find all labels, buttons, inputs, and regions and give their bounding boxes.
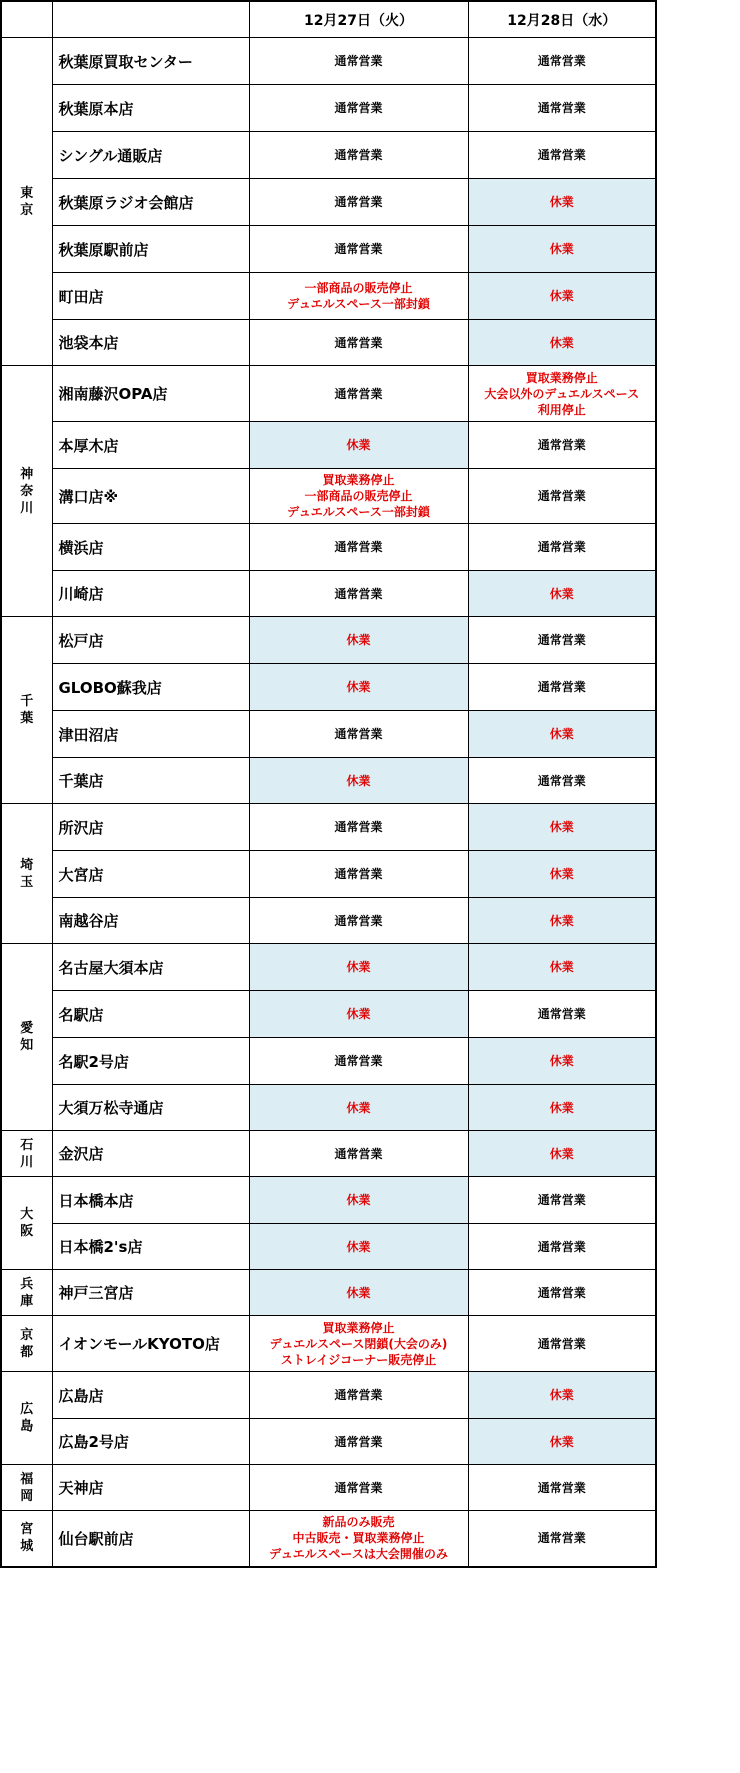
store-name: 湘南藤沢OPA店: [52, 366, 249, 422]
prefecture-char: 岡: [20, 1488, 34, 1504]
status-line: 休業: [346, 1100, 371, 1115]
table-row: [1, 944, 656, 991]
prefecture-char: 島: [20, 1419, 34, 1434]
day2-status: [468, 226, 656, 273]
store-name: 松戸店: [52, 617, 249, 664]
status-line: 通常営業: [537, 1531, 586, 1546]
status-line: 通常営業: [537, 101, 586, 115]
day2-status: [468, 851, 656, 898]
store-name: GLOBO蘇我店: [52, 664, 249, 711]
day1-status: [249, 1085, 468, 1131]
header-prefecture: [1, 1, 52, 38]
prefecture-cell: [1, 1511, 52, 1567]
day1-status: [249, 758, 468, 804]
prefecture-char: 兵: [20, 1276, 34, 1292]
status-line: 休業: [549, 727, 574, 741]
day1-status: [249, 320, 468, 366]
status-line: デュエルスペースは大会開催のみ: [269, 1547, 448, 1562]
store-name: 川崎店: [52, 571, 249, 617]
day2-status: [468, 132, 656, 179]
prefecture-cell: [1, 944, 52, 1131]
day1-status: [249, 944, 468, 991]
day1-status: [249, 1224, 468, 1270]
status-line: 大会以外のデュエルスペース: [484, 386, 640, 401]
status-line: 通常営業: [334, 867, 383, 881]
status-line: 休業: [346, 960, 371, 974]
store-name: 秋葉原駅前店: [52, 226, 249, 273]
table-row: [1, 38, 656, 85]
table-row: [1, 851, 656, 898]
status-line: 休業: [549, 1434, 574, 1449]
store-name: 秋葉原本店: [52, 85, 249, 132]
day1-status: [249, 85, 468, 132]
day1-status: [249, 1270, 468, 1316]
day2-status: [468, 898, 656, 944]
day1-status: [249, 617, 468, 664]
status-line: 休業: [346, 680, 371, 694]
prefecture-char: 京: [20, 202, 34, 218]
prefecture-char: 玉: [20, 874, 34, 890]
store-name: 南越谷店: [52, 898, 249, 944]
header-day1: 12月27日（火）: [249, 1, 468, 38]
prefecture-char: 奈: [20, 483, 34, 499]
prefecture-char: 福: [20, 1471, 34, 1487]
day1-status: [249, 132, 468, 179]
table-row: [1, 571, 656, 617]
status-line: 通常営業: [334, 820, 383, 834]
status-line: 通常営業: [334, 54, 383, 68]
store-name: 本厚木店: [52, 422, 249, 469]
status-line: 休業: [549, 867, 574, 881]
prefecture-char: 川: [20, 500, 34, 516]
table-row: [1, 664, 656, 711]
status-line: 通常営業: [537, 1336, 586, 1351]
day1-status: [249, 1419, 468, 1465]
table-row: [1, 898, 656, 944]
status-line: 中古販売・買取業務停止: [292, 1531, 425, 1546]
prefecture-cell: [1, 1465, 52, 1511]
day2-status: [468, 1177, 656, 1224]
status-line: 通常営業: [334, 1388, 383, 1402]
store-name: 池袋本店: [52, 320, 249, 366]
store-name: 千葉店: [52, 758, 249, 804]
day1-status: [249, 273, 468, 320]
store-name: 名駅2号店: [52, 1038, 249, 1085]
status-line: 通常営業: [334, 1434, 383, 1449]
store-name: シングル通販店: [52, 132, 249, 179]
status-line: 通常営業: [537, 773, 586, 788]
day2-status: [468, 366, 656, 422]
status-line: 通常営業: [334, 1480, 383, 1495]
day1-status: [249, 366, 468, 422]
day2-status: [468, 273, 656, 320]
day2-status: [468, 1419, 656, 1465]
prefecture-cell: [1, 1131, 52, 1177]
day2-status: [468, 1511, 656, 1567]
day2-status: [468, 1085, 656, 1131]
status-line: 休業: [549, 820, 574, 834]
table-row: [1, 132, 656, 179]
table-row: [1, 320, 656, 366]
table-row: [1, 1270, 656, 1316]
status-line: 休業: [549, 1388, 574, 1402]
day1-status: [249, 898, 468, 944]
status-line: 通常営業: [334, 540, 383, 554]
store-name: 広島店: [52, 1372, 249, 1419]
status-line: 通常営業: [537, 54, 586, 68]
table-row: [1, 1177, 656, 1224]
table-row: [1, 1465, 656, 1511]
prefecture-char: 広: [20, 1402, 34, 1417]
status-line: 休業: [346, 1239, 371, 1254]
table-row: [1, 1131, 656, 1177]
table-row: [1, 758, 656, 804]
status-line: 休業: [346, 633, 371, 647]
table-row: [1, 1372, 656, 1419]
store-name: 日本橋2's店: [52, 1224, 249, 1270]
status-line: 通常営業: [537, 1193, 586, 1207]
store-name: 仙台駅前店: [52, 1511, 249, 1567]
header-row: [1, 1, 656, 38]
store-name: 町田店: [52, 273, 249, 320]
status-line: 利用停止: [537, 402, 586, 417]
table-row: [1, 85, 656, 132]
status-line: デュエルスペース一部封鎖: [287, 505, 430, 519]
status-line: 買取業務停止: [322, 473, 395, 487]
prefecture-char: 阪: [20, 1224, 34, 1239]
status-line: 通常営業: [537, 489, 586, 503]
table-row: [1, 1316, 656, 1372]
day1-status: [249, 804, 468, 851]
table-row: [1, 524, 656, 571]
status-line: 通常営業: [537, 1480, 586, 1495]
day1-status: [249, 422, 468, 469]
status-line: 休業: [549, 1146, 574, 1161]
prefecture-cell: [1, 1372, 52, 1465]
status-line: 休業: [346, 438, 371, 452]
prefecture-cell: [1, 38, 52, 366]
table-row: [1, 617, 656, 664]
day2-status: [468, 1372, 656, 1419]
prefecture-char: 千: [20, 694, 34, 709]
prefecture-char: 知: [20, 1038, 34, 1053]
day2-status: [468, 758, 656, 804]
table-row: [1, 1038, 656, 1085]
day2-status: [468, 1131, 656, 1177]
status-line: 休業: [549, 289, 574, 303]
day2-status: [468, 422, 656, 469]
table-row: [1, 1511, 656, 1567]
day2-status: [468, 617, 656, 664]
prefecture-cell: [1, 1177, 52, 1270]
status-line: 休業: [549, 586, 574, 601]
prefecture-char: 京: [20, 1327, 34, 1343]
day2-status: [468, 179, 656, 226]
status-line: 休業: [549, 242, 574, 256]
schedule-body: [1, 38, 656, 1567]
status-line: 通常営業: [334, 335, 383, 350]
prefecture-char: 埼: [20, 857, 34, 873]
store-name: 津田沼店: [52, 711, 249, 758]
day2-status: [468, 1270, 656, 1316]
table-row: [1, 179, 656, 226]
day1-status: [249, 711, 468, 758]
table-row: [1, 1419, 656, 1465]
status-line: 通常営業: [537, 1007, 586, 1021]
store-name: 秋葉原買取センター: [52, 38, 249, 85]
store-name: 秋葉原ラジオ会館店: [52, 179, 249, 226]
prefecture-cell: [1, 1270, 52, 1316]
status-line: 休業: [346, 1007, 371, 1021]
day1-status: [249, 1131, 468, 1177]
status-line: 休業: [549, 1100, 574, 1115]
prefecture-char: 大: [20, 1207, 34, 1222]
status-line: 通常営業: [537, 1239, 586, 1254]
day1-status: [249, 1372, 468, 1419]
day1-status: [249, 179, 468, 226]
day1-status: [249, 226, 468, 273]
header-store: [52, 1, 249, 38]
status-line: 休業: [549, 913, 574, 928]
table-row: [1, 991, 656, 1038]
day1-status: [249, 571, 468, 617]
day1-status: [249, 1038, 468, 1085]
status-line: 買取業務停止: [322, 1320, 395, 1335]
status-line: 通常営業: [537, 148, 586, 162]
status-line: 休業: [346, 1285, 371, 1300]
day1-status: [249, 664, 468, 711]
store-name: 溝口店※: [52, 469, 249, 524]
day1-status: [249, 851, 468, 898]
day2-status: [468, 711, 656, 758]
status-line: 通常営業: [334, 1054, 383, 1068]
prefecture-char: 葉: [20, 711, 34, 726]
table-row: [1, 711, 656, 758]
table-row: [1, 1085, 656, 1131]
prefecture-char: 東: [20, 185, 34, 201]
status-line: 新品のみ販売: [322, 1515, 395, 1530]
status-line: 通常営業: [334, 386, 383, 401]
store-name: 横浜店: [52, 524, 249, 571]
status-line: 通常営業: [537, 633, 586, 647]
status-line: 休業: [549, 195, 574, 209]
status-line: 休業: [346, 1193, 371, 1207]
day1-status: [249, 38, 468, 85]
prefecture-cell: [1, 617, 52, 804]
store-name: 神戸三宮店: [52, 1270, 249, 1316]
prefecture-cell: [1, 804, 52, 944]
status-line: 買取業務停止: [525, 370, 598, 385]
status-line: 通常営業: [537, 540, 586, 554]
day2-status: [468, 944, 656, 991]
day1-status: [249, 524, 468, 571]
day2-status: [468, 320, 656, 366]
status-line: ストレイジコーナー販売停止: [280, 1352, 437, 1367]
status-line: 通常営業: [334, 101, 383, 115]
store-name: イオンモールKYOTO店: [52, 1316, 249, 1372]
day2-status: [468, 804, 656, 851]
day2-status: [468, 38, 656, 85]
day2-status: [468, 571, 656, 617]
table-row: [1, 469, 656, 524]
day2-status: [468, 85, 656, 132]
day1-status: [249, 1465, 468, 1511]
store-name: 名古屋大須本店: [52, 944, 249, 991]
store-name: 名駅店: [52, 991, 249, 1038]
status-line: 通常営業: [537, 680, 586, 694]
status-line: 通常営業: [334, 727, 383, 741]
prefecture-char: 石: [20, 1137, 34, 1153]
prefecture-char: 城: [20, 1539, 34, 1555]
prefecture-char: 愛: [20, 1021, 34, 1036]
day2-status: [468, 664, 656, 711]
status-line: 一部商品の販売停止: [304, 281, 413, 295]
day1-status: [249, 1177, 468, 1224]
table-row: [1, 804, 656, 851]
status-line: 通常営業: [334, 242, 383, 256]
store-name: 日本橋本店: [52, 1177, 249, 1224]
table-row: [1, 422, 656, 469]
status-line: 休業: [549, 335, 574, 350]
status-line: 一部商品の販売停止: [304, 489, 413, 503]
table-row: [1, 1224, 656, 1270]
day2-status: [468, 1465, 656, 1511]
status-line: 通常営業: [537, 1285, 586, 1300]
prefecture-cell: [1, 366, 52, 617]
day2-status: [468, 991, 656, 1038]
table-row: [1, 273, 656, 320]
status-line: 通常営業: [334, 195, 383, 209]
table-row: [1, 366, 656, 422]
store-name: 広島2号店: [52, 1419, 249, 1465]
status-line: 休業: [549, 960, 574, 974]
day1-status: [249, 1511, 468, 1567]
status-line: 通常営業: [334, 586, 383, 601]
day2-status: [468, 1038, 656, 1085]
prefecture-cell: [1, 1316, 52, 1372]
day2-status: [468, 469, 656, 524]
table-row: [1, 226, 656, 273]
status-line: 通常営業: [334, 148, 383, 162]
day1-status: [249, 1316, 468, 1372]
day2-status: [468, 524, 656, 571]
status-line: 休業: [346, 773, 371, 788]
day1-status: [249, 469, 468, 524]
status-line: 通常営業: [537, 438, 586, 452]
status-line: 休業: [549, 1054, 574, 1068]
header-day2: 12月28日（水）: [468, 1, 656, 38]
store-name: 大宮店: [52, 851, 249, 898]
store-name: 大須万松寺通店: [52, 1085, 249, 1131]
status-line: デュエルスペース一部封鎖: [287, 297, 430, 311]
status-line: 通常営業: [334, 913, 383, 928]
prefecture-char: 川: [20, 1154, 34, 1170]
store-name: 金沢店: [52, 1131, 249, 1177]
prefecture-char: 庫: [20, 1293, 34, 1309]
prefecture-char: 都: [20, 1344, 34, 1360]
store-name: 天神店: [52, 1465, 249, 1511]
day2-status: [468, 1224, 656, 1270]
prefecture-char: 神: [20, 466, 34, 482]
status-line: デュエルスペース閉鎖(大会のみ): [269, 1336, 448, 1351]
status-line: 通常営業: [334, 1146, 383, 1161]
day1-status: [249, 991, 468, 1038]
prefecture-char: 宮: [20, 1522, 34, 1538]
day2-status: [468, 1316, 656, 1372]
store-name: 所沢店: [52, 804, 249, 851]
